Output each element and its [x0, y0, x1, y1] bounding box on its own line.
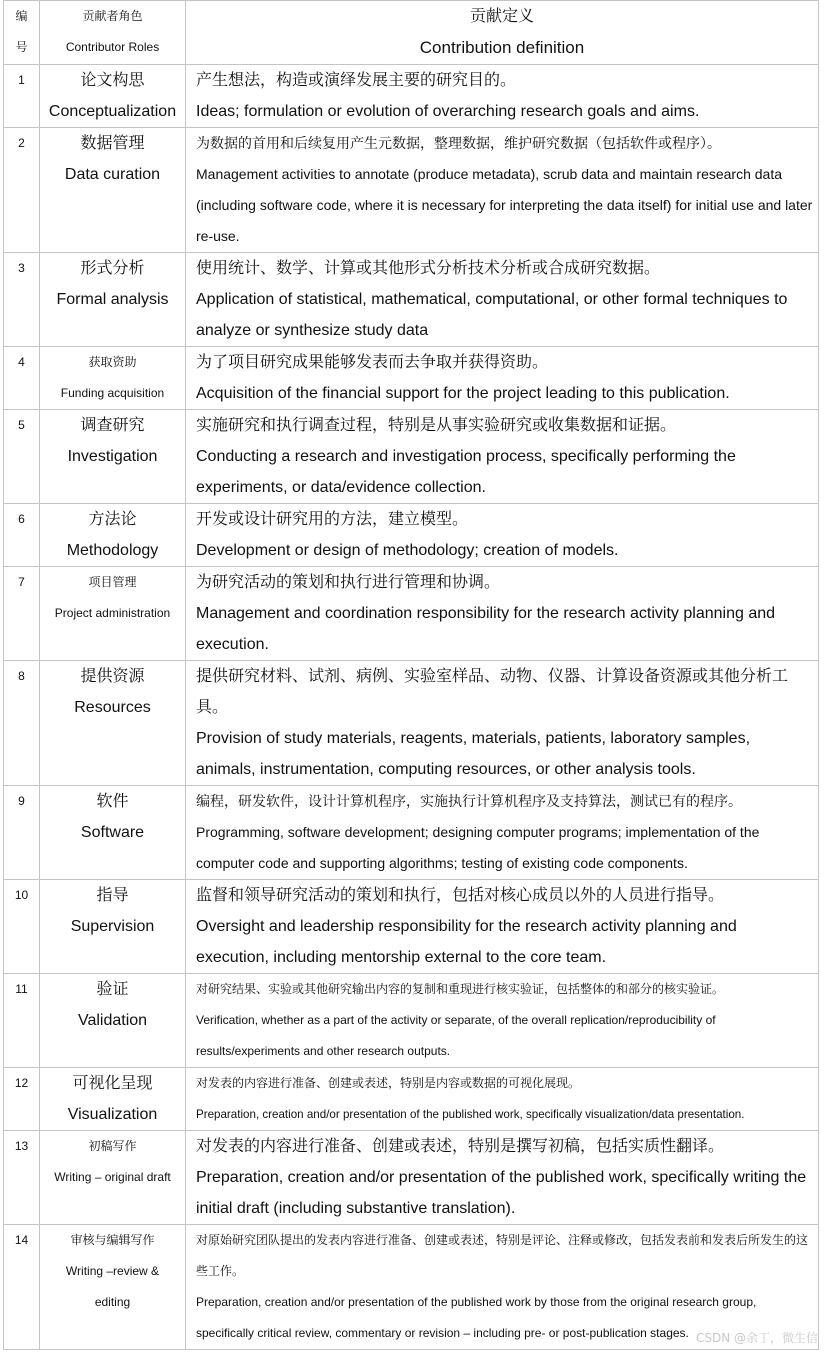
role-en: Formal analysis: [56, 291, 169, 308]
role-en: Writing – original draft: [54, 1170, 171, 1184]
definition-cell: [186, 567, 819, 661]
row-number: 13: [4, 1131, 40, 1225]
role-zh: 可视化呈现: [72, 1075, 153, 1092]
role-cell: [40, 786, 186, 880]
role-zh: 提供资源: [80, 668, 145, 685]
table-row: [4, 1068, 819, 1131]
header-role: [40, 1, 186, 65]
role-cell: [40, 128, 186, 253]
header-number-line1: 编: [15, 9, 28, 23]
definition-en: Preparation, creation and/or presentation of the published work, specifically writing the initial draft (including substantive translation).: [196, 1169, 807, 1217]
table-row: [4, 128, 819, 253]
role-en: Funding acquisition: [60, 386, 165, 400]
role-zh: 指导: [96, 887, 129, 904]
role-cell: [40, 567, 186, 661]
role-zh: 项目管理: [88, 575, 137, 589]
table-row: [4, 661, 819, 786]
role-cell: [40, 661, 186, 786]
definition-zh: 产生想法，构造或演绎发展主要的研究目的。: [196, 72, 517, 89]
csdn-watermark: CSDN @余丁，微生信: [695, 1331, 818, 1345]
definition-zh: 对研究结果、实验或其他研究输出内容的复制和重现进行核实验证，包括整体的和部分的核实验证。: [196, 982, 725, 996]
role-en: Investigation: [67, 448, 158, 465]
definition-en: Programming, software development; designing computer programs; implementation of the computer code and supporting algorithms; testing of existing code components.: [196, 824, 760, 871]
row-number: 10: [4, 880, 40, 974]
definition-zh: 为数据的首用和后续复用产生元数据，整理数据，维护研究数据（包括软件或程序）。: [196, 135, 721, 151]
header-definition-en: Contribution definition: [419, 38, 585, 57]
row-number: 11: [4, 974, 40, 1068]
row-number: 14: [4, 1225, 40, 1350]
definition-en: Oversight and leadership responsibility for the research activity planning and execution, including mentorship external to the core team.: [196, 918, 737, 966]
role-cell: [40, 880, 186, 974]
header-definition-zh: 贡献定义: [469, 8, 534, 25]
row-number: 7: [4, 567, 40, 661]
role-zh: 审核与编辑写作: [70, 1233, 155, 1247]
definition-en: Preparation, creation and/or presentation of the published work, specifically visualization/data presentation.: [196, 1108, 745, 1121]
role-en: Writing –review & editing: [65, 1264, 160, 1309]
role-zh: 论文构思: [80, 72, 145, 89]
role-zh: 获取资助: [88, 355, 137, 369]
definition-en: Verification, whether as a part of the activity or separate, of the overall replication/reproducibility of results/experiments and other research outputs.: [196, 1013, 716, 1058]
definition-zh: 实施研究和执行调查过程，特别是从事实验研究或收集数据和证据。: [196, 417, 677, 434]
header-definition: [186, 1, 819, 65]
definition-cell: [186, 65, 819, 128]
definition-en: Application of statistical, mathematical, computational, or other formal techniques to analyze or synthesize study data: [196, 291, 788, 339]
role-en: Conceptualization: [48, 103, 177, 120]
role-zh: 方法论: [88, 511, 137, 528]
role-cell: [40, 65, 186, 128]
row-number: 8: [4, 661, 40, 786]
definition-en: Conducting a research and investigation process, specifically performing the experiments, or data/evidence collection.: [196, 448, 736, 496]
definition-cell: [186, 253, 819, 347]
definition-en: Management and coordination responsibility for the research activity planning and execution.: [196, 605, 776, 653]
table-row: [4, 65, 819, 128]
role-en: Methodology: [66, 542, 159, 559]
definition-cell: [186, 347, 819, 410]
role-cell: [40, 1225, 186, 1350]
definition-zh: 为研究活动的策划和执行进行管理和协调。: [196, 574, 501, 591]
header-role-zh: 贡献者角色: [82, 9, 143, 23]
role-cell: [40, 1131, 186, 1225]
role-en: Data curation: [64, 166, 161, 183]
definition-zh: 对原始研究团队提出的发表内容进行准备、创建或表述，特别是评论、注释或修改，包括发表前和发表后所发生的这些工作。: [196, 1233, 809, 1278]
row-number: 4: [4, 347, 40, 410]
row-number: 1: [4, 65, 40, 128]
definition-cell: [186, 504, 819, 567]
header-role-en: Contributor Roles: [65, 40, 160, 54]
table-row: [4, 504, 819, 567]
role-cell: [40, 504, 186, 567]
role-en: Validation: [77, 1012, 148, 1029]
role-cell: [40, 347, 186, 410]
row-number: 5: [4, 410, 40, 504]
header-number: [4, 1, 40, 65]
definition-zh: 提供研究材料、试剂、病例、实验室样品、动物、仪器、计算设备资源或其他分析工具。: [196, 668, 789, 716]
definition-en: Preparation, creation and/or presentation of the published work by those from the original research group, specifically critical review, commentary or revision – including pre- or post-publication stages.: [196, 1295, 757, 1340]
definition-zh: 对发表的内容进行准备、创建或表述，特别是内容或数据的可视化展现。: [196, 1076, 581, 1090]
definition-cell: [186, 410, 819, 504]
definition-zh: 编程，研发软件，设计计算机程序，实施执行计算机程序及支持算法，测试已有的程序。: [196, 793, 742, 809]
definition-cell: [186, 974, 819, 1068]
definition-zh: 开发或设计研究用的方法，建立模型。: [196, 511, 469, 528]
role-en: Software: [80, 824, 145, 841]
role-en: Resources: [74, 699, 151, 716]
table-row: [4, 253, 819, 347]
role-cell: [40, 410, 186, 504]
definition-en: Ideas; formulation or evolution of overarching research goals and aims.: [196, 103, 700, 120]
definition-zh: 使用统计、数学、计算或其他形式分析技术分析或合成研究数据。: [196, 260, 661, 277]
definition-zh: 为了项目研究成果能够发表而去争取并获得资助。: [196, 354, 549, 371]
definition-zh: 监督和领导研究活动的策划和执行，包括对核心成员以外的人员进行指导。: [196, 887, 725, 904]
row-number: 6: [4, 504, 40, 567]
role-cell: [40, 974, 186, 1068]
role-zh: 初稿写作: [88, 1139, 137, 1153]
definition-en: Development or design of methodology; creation of models.: [196, 542, 619, 559]
row-number: 2: [4, 128, 40, 253]
role-zh: 形式分析: [80, 260, 145, 277]
role-zh: 验证: [96, 981, 129, 998]
role-en: Supervision: [70, 918, 155, 935]
row-number: 9: [4, 786, 40, 880]
definition-cell: [186, 786, 819, 880]
role-cell: [40, 1068, 186, 1131]
definition-cell: [186, 128, 819, 253]
definition-en: Acquisition of the financial support for the project leading to this publication.: [196, 385, 730, 402]
definition-cell: [186, 880, 819, 974]
role-zh: 数据管理: [80, 135, 145, 152]
table-row: [4, 1131, 819, 1225]
table-row: [4, 347, 819, 410]
role-zh: 调查研究: [80, 417, 145, 434]
role-en: Project administration: [54, 606, 171, 620]
row-number: 12: [4, 1068, 40, 1131]
table-row: [4, 567, 819, 661]
table-row: [4, 880, 819, 974]
table-row: [4, 410, 819, 504]
definition-cell: [186, 1131, 819, 1225]
table-row: [4, 974, 819, 1068]
header-row: [4, 1, 819, 65]
definition-cell: [186, 661, 819, 786]
row-number: 3: [4, 253, 40, 347]
role-cell: [40, 253, 186, 347]
role-en: Visualization: [67, 1106, 158, 1123]
contributor-roles-table: [3, 0, 819, 1350]
definition-en: Provision of study materials, reagents, materials, patients, laboratory samples, animals, instrumentation, computing resources, or other analysis tools.: [196, 730, 751, 778]
definition-en: Management activities to annotate (produce metadata), scrub data and maintain research data (including software code, where it is necessary for interpreting the data itself) for initial use and later re-use.: [196, 166, 813, 244]
header-number-line2: 号: [15, 40, 28, 54]
definition-zh: 对发表的内容进行准备、创建或表述，特别是撰写初稿，包括实质性翻译。: [196, 1138, 725, 1155]
role-zh: 软件: [96, 793, 129, 810]
definition-cell: [186, 1068, 819, 1131]
table-row: [4, 786, 819, 880]
